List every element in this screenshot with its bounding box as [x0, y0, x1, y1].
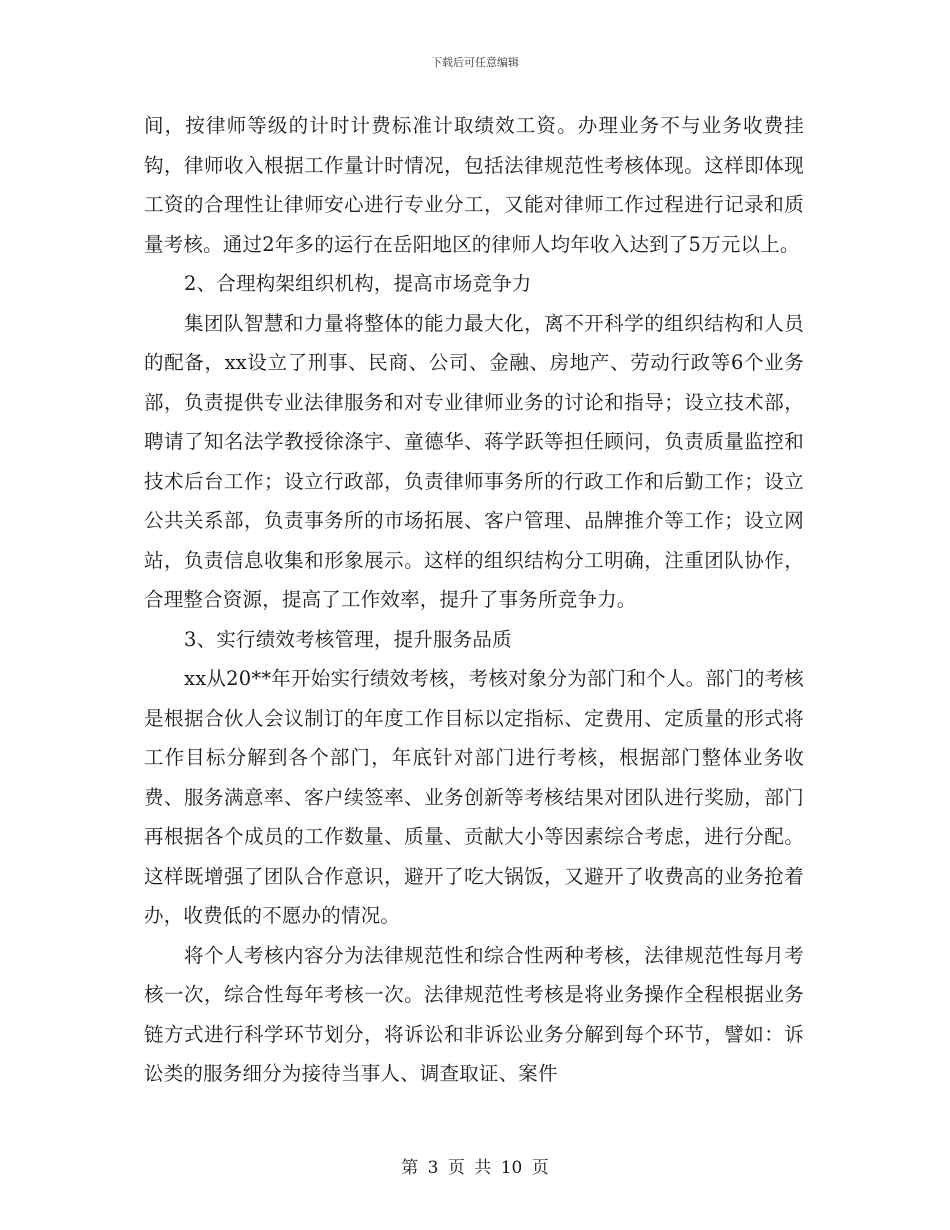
page-header: 下载后可任意编辑 [431, 56, 519, 69]
paragraph-performance: xx从20**年开始实行绩效考核，考核对象分为部门和个人。部门的考核是根据合伙人会议制订的年度工作目标以定指标、定费用、定质量的形式将工作目标分解到各个部门，年底针对部门进行考核，根据部门整体业务收费、服务满意率、客户续签率、业务创新等考核结果对团队进行奖励，部门再根据各个成员的工作数量、质量、贡献大小等因素综合考虑，进行分配。这样既增强了团队合作意识，避开了吃大锅饭，又避开了收费高的业务抢着办，收费低的不愿办的情况。 [144, 667, 804, 927]
paragraph-continuation: 间，按律师等级的计时计费标准计取绩效工资。办理业务不与业务收费挂钩，律师收入根据工作量计时情况，包括法律规范性考核体现。这样即体现工资的合理性让律师安心进行专业分工，又能对律师工作过程进行记录和质量考核。通过2年多的运行在岳阳地区的律师人均年收入达到了5万元以上。 [144, 114, 804, 256]
paragraph-organization: 集团队智慧和力量将整体的能力最大化，离不开科学的组织结构和人员的配备，xx设立了刑事、民商、公司、金融、房地产、劳动行政等6个业务部，负责提供专业法律服务和对专业律师业务的讨论和指导；设立技术部，聘请了知名法学教授徐涤宇、童德华、蒋学跃等担任顾问，负责质量监控和技术后台工作；设立行政部，负责律师事务所的行政工作和后勤工作；设立公共关系部，负责事务所的市场拓展、客户管理、品牌推介等工作；设立网站，负责信息收集和形象展示。这样的组织结构分工明确，注重团队协作，合理整合资源，提高了工作效率，提升了事务所竞争力。 [144, 311, 804, 611]
document-body [144, 106, 804, 1094]
page-number: 第 3 页 共 10 页 [401, 1158, 549, 1178]
paragraph-individual-assessment: 将个人考核内容分为法律规范性和综合性两种考核，法律规范性每月考核一次，综合性每年考核一次。法律规范性考核是将业务操作全程根据业务链方式进行科学环节划分，将诉讼和非诉讼业务分解到每个环节，譬如：诉讼类的服务细分为接待当事人、调查取证、案件 [144, 943, 804, 1085]
section-heading-2: 2、合理构架组织机构，提高市场竞争力 [184, 272, 532, 295]
section-heading-3: 3、实行绩效考核管理，提升服务品质 [184, 627, 512, 651]
